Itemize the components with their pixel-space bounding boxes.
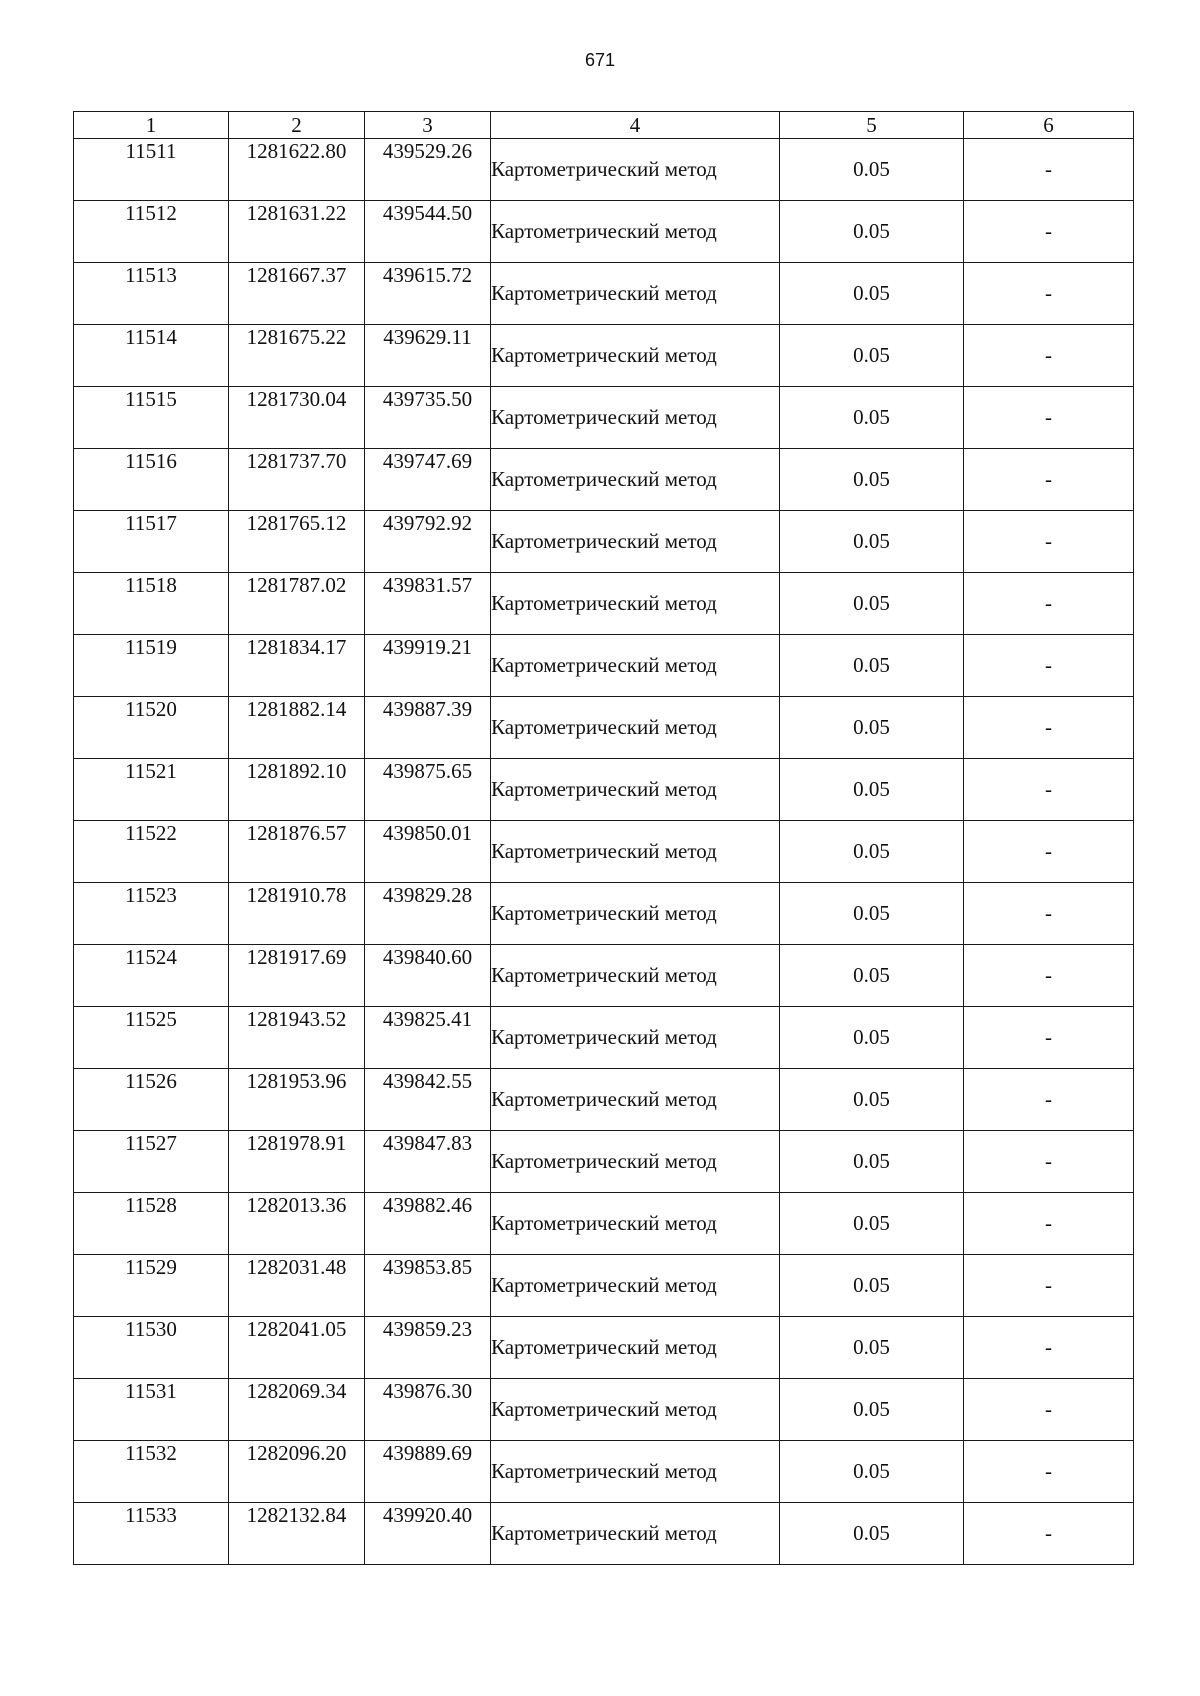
note-cell: - [964,697,1134,759]
table-row [74,449,1134,511]
method-cell: Картометрический метод [491,945,780,1007]
method-cell: Картометрический метод [491,139,780,201]
note-cell: - [964,1317,1134,1379]
accuracy-cell: 0.05 [780,201,964,263]
x-coordinate-cell: 1282096.20 [229,1441,365,1503]
table-row [74,325,1134,387]
x-coordinate-cell: 1282013.36 [229,1193,365,1255]
y-coordinate-cell: 439825.41 [365,1007,491,1069]
point-number-cell: 11515 [74,387,229,449]
note-cell: - [964,1069,1134,1131]
accuracy-cell: 0.05 [780,1193,964,1255]
y-coordinate-cell: 439829.28 [365,883,491,945]
x-coordinate-cell: 1281953.96 [229,1069,365,1131]
y-coordinate-cell: 439859.23 [365,1317,491,1379]
note-cell: - [964,759,1134,821]
table-row [74,387,1134,449]
point-number-cell: 11516 [74,449,229,511]
table-row [74,263,1134,325]
table-row [74,1441,1134,1503]
table-row [74,201,1134,263]
point-number-cell: 11519 [74,635,229,697]
note-cell: - [964,883,1134,945]
point-number-cell: 11518 [74,573,229,635]
note-cell: - [964,1131,1134,1193]
x-coordinate-cell: 1281675.22 [229,325,365,387]
accuracy-cell: 0.05 [780,1441,964,1503]
method-cell: Картометрический метод [491,1069,780,1131]
note-cell: - [964,635,1134,697]
y-coordinate-cell: 439842.55 [365,1069,491,1131]
point-number-cell: 11525 [74,1007,229,1069]
note-cell: - [964,263,1134,325]
y-coordinate-cell: 439876.30 [365,1379,491,1441]
y-coordinate-cell: 439529.26 [365,139,491,201]
method-cell: Картометрический метод [491,1317,780,1379]
x-coordinate-cell: 1282031.48 [229,1255,365,1317]
table-row [74,697,1134,759]
point-number-cell: 11521 [74,759,229,821]
column-header-4: 4 [491,112,780,139]
column-header-1: 1 [74,112,229,139]
note-cell: - [964,139,1134,201]
method-cell: Картометрический метод [491,883,780,945]
x-coordinate-cell: 1281667.37 [229,263,365,325]
y-coordinate-cell: 439889.69 [365,1441,491,1503]
method-cell: Картометрический метод [491,325,780,387]
x-coordinate-cell: 1282069.34 [229,1379,365,1441]
note-cell: - [964,945,1134,1007]
y-coordinate-cell: 439840.60 [365,945,491,1007]
point-number-cell: 11512 [74,201,229,263]
note-cell: - [964,449,1134,511]
x-coordinate-cell: 1281787.02 [229,573,365,635]
y-coordinate-cell: 439831.57 [365,573,491,635]
column-header-6: 6 [964,112,1134,139]
y-coordinate-cell: 439792.92 [365,511,491,573]
table-row [74,139,1134,201]
note-cell: - [964,511,1134,573]
note-cell: - [964,1255,1134,1317]
page-number: 671 [584,50,616,70]
accuracy-cell: 0.05 [780,945,964,1007]
accuracy-cell: 0.05 [780,387,964,449]
point-number-cell: 11526 [74,1069,229,1131]
table-row [74,573,1134,635]
method-cell: Картометрический метод [491,821,780,883]
y-coordinate-cell: 439747.69 [365,449,491,511]
y-coordinate-cell: 439853.85 [365,1255,491,1317]
table-row [74,511,1134,573]
accuracy-cell: 0.05 [780,325,964,387]
x-coordinate-cell: 1282132.84 [229,1503,365,1565]
note-cell: - [964,1007,1134,1069]
point-number-cell: 11533 [74,1503,229,1565]
accuracy-cell: 0.05 [780,759,964,821]
y-coordinate-cell: 439615.72 [365,263,491,325]
method-cell: Картометрический метод [491,1379,780,1441]
accuracy-cell: 0.05 [780,1007,964,1069]
y-coordinate-cell: 439875.65 [365,759,491,821]
column-header-3: 3 [365,112,491,139]
accuracy-cell: 0.05 [780,263,964,325]
accuracy-cell: 0.05 [780,449,964,511]
coordinates-table [73,111,1134,1565]
header-row [74,112,1134,139]
point-number-cell: 11522 [74,821,229,883]
y-coordinate-cell: 439735.50 [365,387,491,449]
method-cell: Картометрический метод [491,1131,780,1193]
table-body [74,139,1134,1565]
point-number-cell: 11511 [74,139,229,201]
x-coordinate-cell: 1281882.14 [229,697,365,759]
table-header [74,112,1134,139]
x-coordinate-cell: 1281876.57 [229,821,365,883]
table-row [74,635,1134,697]
column-header-5: 5 [780,112,964,139]
note-cell: - [964,1193,1134,1255]
note-cell: - [964,387,1134,449]
x-coordinate-cell: 1281737.70 [229,449,365,511]
x-coordinate-cell: 1281765.12 [229,511,365,573]
accuracy-cell: 0.05 [780,573,964,635]
point-number-cell: 11520 [74,697,229,759]
x-coordinate-cell: 1281834.17 [229,635,365,697]
point-number-cell: 11527 [74,1131,229,1193]
y-coordinate-cell: 439887.39 [365,697,491,759]
accuracy-cell: 0.05 [780,511,964,573]
method-cell: Картометрический метод [491,697,780,759]
accuracy-cell: 0.05 [780,1255,964,1317]
method-cell: Картометрический метод [491,387,780,449]
point-number-cell: 11530 [74,1317,229,1379]
method-cell: Картометрический метод [491,759,780,821]
y-coordinate-cell: 439882.46 [365,1193,491,1255]
accuracy-cell: 0.05 [780,139,964,201]
point-number-cell: 11532 [74,1441,229,1503]
method-cell: Картометрический метод [491,263,780,325]
table-row [74,759,1134,821]
accuracy-cell: 0.05 [780,635,964,697]
table-row [74,1193,1134,1255]
method-cell: Картометрический метод [491,573,780,635]
accuracy-cell: 0.05 [780,1379,964,1441]
method-cell: Картометрический метод [491,1007,780,1069]
y-coordinate-cell: 439919.21 [365,635,491,697]
table-row [74,821,1134,883]
accuracy-cell: 0.05 [780,1069,964,1131]
table-row [74,883,1134,945]
x-coordinate-cell: 1281622.80 [229,139,365,201]
point-number-cell: 11513 [74,263,229,325]
note-cell: - [964,325,1134,387]
accuracy-cell: 0.05 [780,1317,964,1379]
x-coordinate-cell: 1281730.04 [229,387,365,449]
table-row [74,1069,1134,1131]
method-cell: Картометрический метод [491,449,780,511]
y-coordinate-cell: 439544.50 [365,201,491,263]
table-row [74,1007,1134,1069]
method-cell: Картометрический метод [491,1193,780,1255]
accuracy-cell: 0.05 [780,1503,964,1565]
x-coordinate-cell: 1281910.78 [229,883,365,945]
table-row [74,1317,1134,1379]
method-cell: Картометрический метод [491,1255,780,1317]
point-number-cell: 11531 [74,1379,229,1441]
note-cell: - [964,573,1134,635]
note-cell: - [964,821,1134,883]
note-cell: - [964,201,1134,263]
x-coordinate-cell: 1282041.05 [229,1317,365,1379]
x-coordinate-cell: 1281943.52 [229,1007,365,1069]
table-row [74,1379,1134,1441]
x-coordinate-cell: 1281631.22 [229,201,365,263]
y-coordinate-cell: 439847.83 [365,1131,491,1193]
method-cell: Картометрический метод [491,201,780,263]
note-cell: - [964,1379,1134,1441]
point-number-cell: 11523 [74,883,229,945]
accuracy-cell: 0.05 [780,883,964,945]
table-row [74,1503,1134,1565]
method-cell: Картометрический метод [491,1441,780,1503]
table-row [74,945,1134,1007]
point-number-cell: 11529 [74,1255,229,1317]
point-number-cell: 11514 [74,325,229,387]
point-number-cell: 11517 [74,511,229,573]
accuracy-cell: 0.05 [780,697,964,759]
y-coordinate-cell: 439629.11 [365,325,491,387]
x-coordinate-cell: 1281917.69 [229,945,365,1007]
y-coordinate-cell: 439850.01 [365,821,491,883]
method-cell: Картометрический метод [491,511,780,573]
table-row [74,1255,1134,1317]
table-row [74,1131,1134,1193]
note-cell: - [964,1503,1134,1565]
point-number-cell: 11528 [74,1193,229,1255]
accuracy-cell: 0.05 [780,821,964,883]
x-coordinate-cell: 1281892.10 [229,759,365,821]
point-number-cell: 11524 [74,945,229,1007]
method-cell: Картометрический метод [491,635,780,697]
x-coordinate-cell: 1281978.91 [229,1131,365,1193]
note-cell: - [964,1441,1134,1503]
column-header-2: 2 [229,112,365,139]
y-coordinate-cell: 439920.40 [365,1503,491,1565]
accuracy-cell: 0.05 [780,1131,964,1193]
method-cell: Картометрический метод [491,1503,780,1565]
